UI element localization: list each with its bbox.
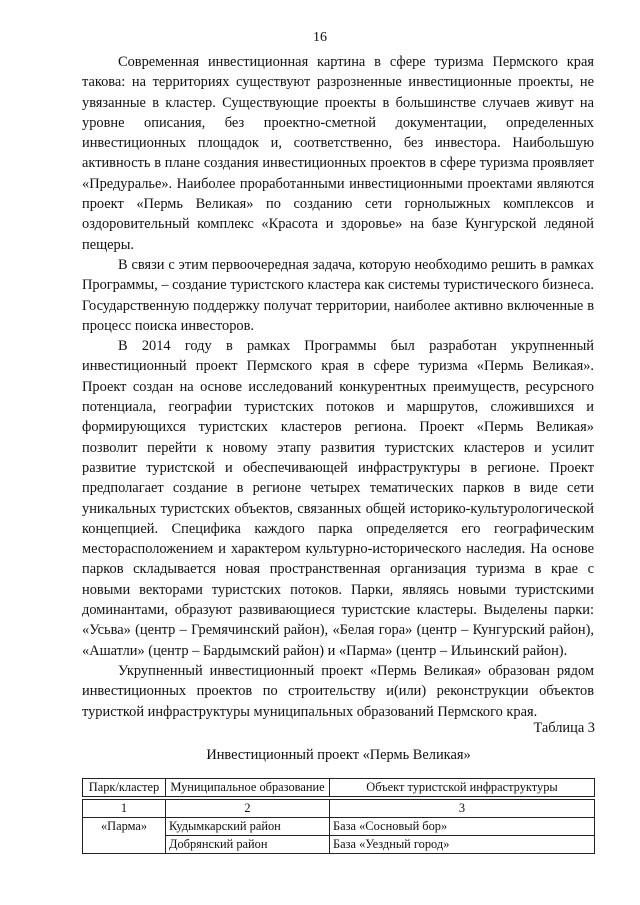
paragraph: В связи с этим первоочередная задача, которую необходимо решить в рамках Программы, – создание туристского кластера как системы туристического бизнеса. Государственную поддержку получат территории, наиболее активно включенные в процесс поиска инвесторов. xyxy=(82,256,594,334)
park-cell: «Парма» xyxy=(83,818,166,854)
header-municipality: Муниципальное образование xyxy=(166,779,330,797)
paragraph: Современная инвестиционная картина в сфере туризма Пермского края такова: на территориях существуют разрозненные инвестиционные проекты, не увязанные в кластер. Существующие проекты в большинстве случаев живут на уровне описания, без проектно-сметной документации, определенных инвестиционных площадок и, соответственно, без инвестора. Наибольшую активность в плане создания инвестиционных проектов в сфере туризма проявляет «Предуралье». Наиболее проработанными инвестиционными проектами являются проект «Пермь Великая» по созданию сети горнолыжных комплексов и оздоровительный комплекс «Красота и здоровье» на базе Кунгурской ледяной пещеры. xyxy=(82,54,594,253)
table-row xyxy=(83,818,595,836)
municipality-cell: Кудымкарский район xyxy=(166,818,330,836)
table-header-row xyxy=(83,779,595,797)
body-text xyxy=(82,52,594,722)
table-number-row xyxy=(83,800,595,818)
paragraph: В 2014 году в рамках Программы был разработан укрупненный инвестиционный проект Пермского края в сфере туризма «Пермь Великая». Проект создан на основе исследований конкурентных преимуществ, ресурсного потенциала, географии туристских потоков и маршрутов, сложившихся и формирующихся туристских кластеров региона. Проект «Пермь Великая» позволит перейти к новому этапу развития туристских кластеров и усилит развитие туристской и обеспечивающей инфраструктуры в регионе. Проект предполагает создание в регионе четырех тематических парков в виде сети уникальных туристских объектов, связанных общей историко-культурологической концепцией. Специфика каждого парка определяется его географическим месторасположением и характером культурно-исторического наследия. На основе парков складывается новая пространственная организация туризма в крае с новыми векторами туристских потоков. Парки, являясь новыми туристскими доминантами, образуют развивающиеся туристские кластеры. Выделены парки: «Усьва» (центр – Гремячинский район), «Белая гора» (центр – Кунгурский район), «Ашатли» (центр – Бардымский район) и «Парма» (центр – Ильинский район). xyxy=(82,338,594,659)
page-number: 16 xyxy=(313,30,327,45)
header-object: Объект туристской инфраструктуры xyxy=(330,779,595,797)
column-number: 2 xyxy=(166,800,330,818)
table-title: Инвестиционный проект «Пермь Великая» xyxy=(206,747,471,763)
object-cell: База «Уездный город» xyxy=(330,836,595,854)
table-label: Таблица 3 xyxy=(533,720,595,736)
paragraph: Укрупненный инвестиционный проект «Пермь Великая» образован рядом инвестиционных проектов по строительству и(или) реконструкции объектов туристкой инфраструктуры муниципальных образований Пермского края. xyxy=(82,662,594,720)
header-park: Парк/кластер xyxy=(83,779,166,797)
municipality-cell: Добрянский район xyxy=(166,836,330,854)
object-cell: База «Сосновый бор» xyxy=(330,818,595,836)
column-number: 1 xyxy=(83,800,166,818)
investment-table xyxy=(82,778,595,854)
column-number: 3 xyxy=(330,800,595,818)
